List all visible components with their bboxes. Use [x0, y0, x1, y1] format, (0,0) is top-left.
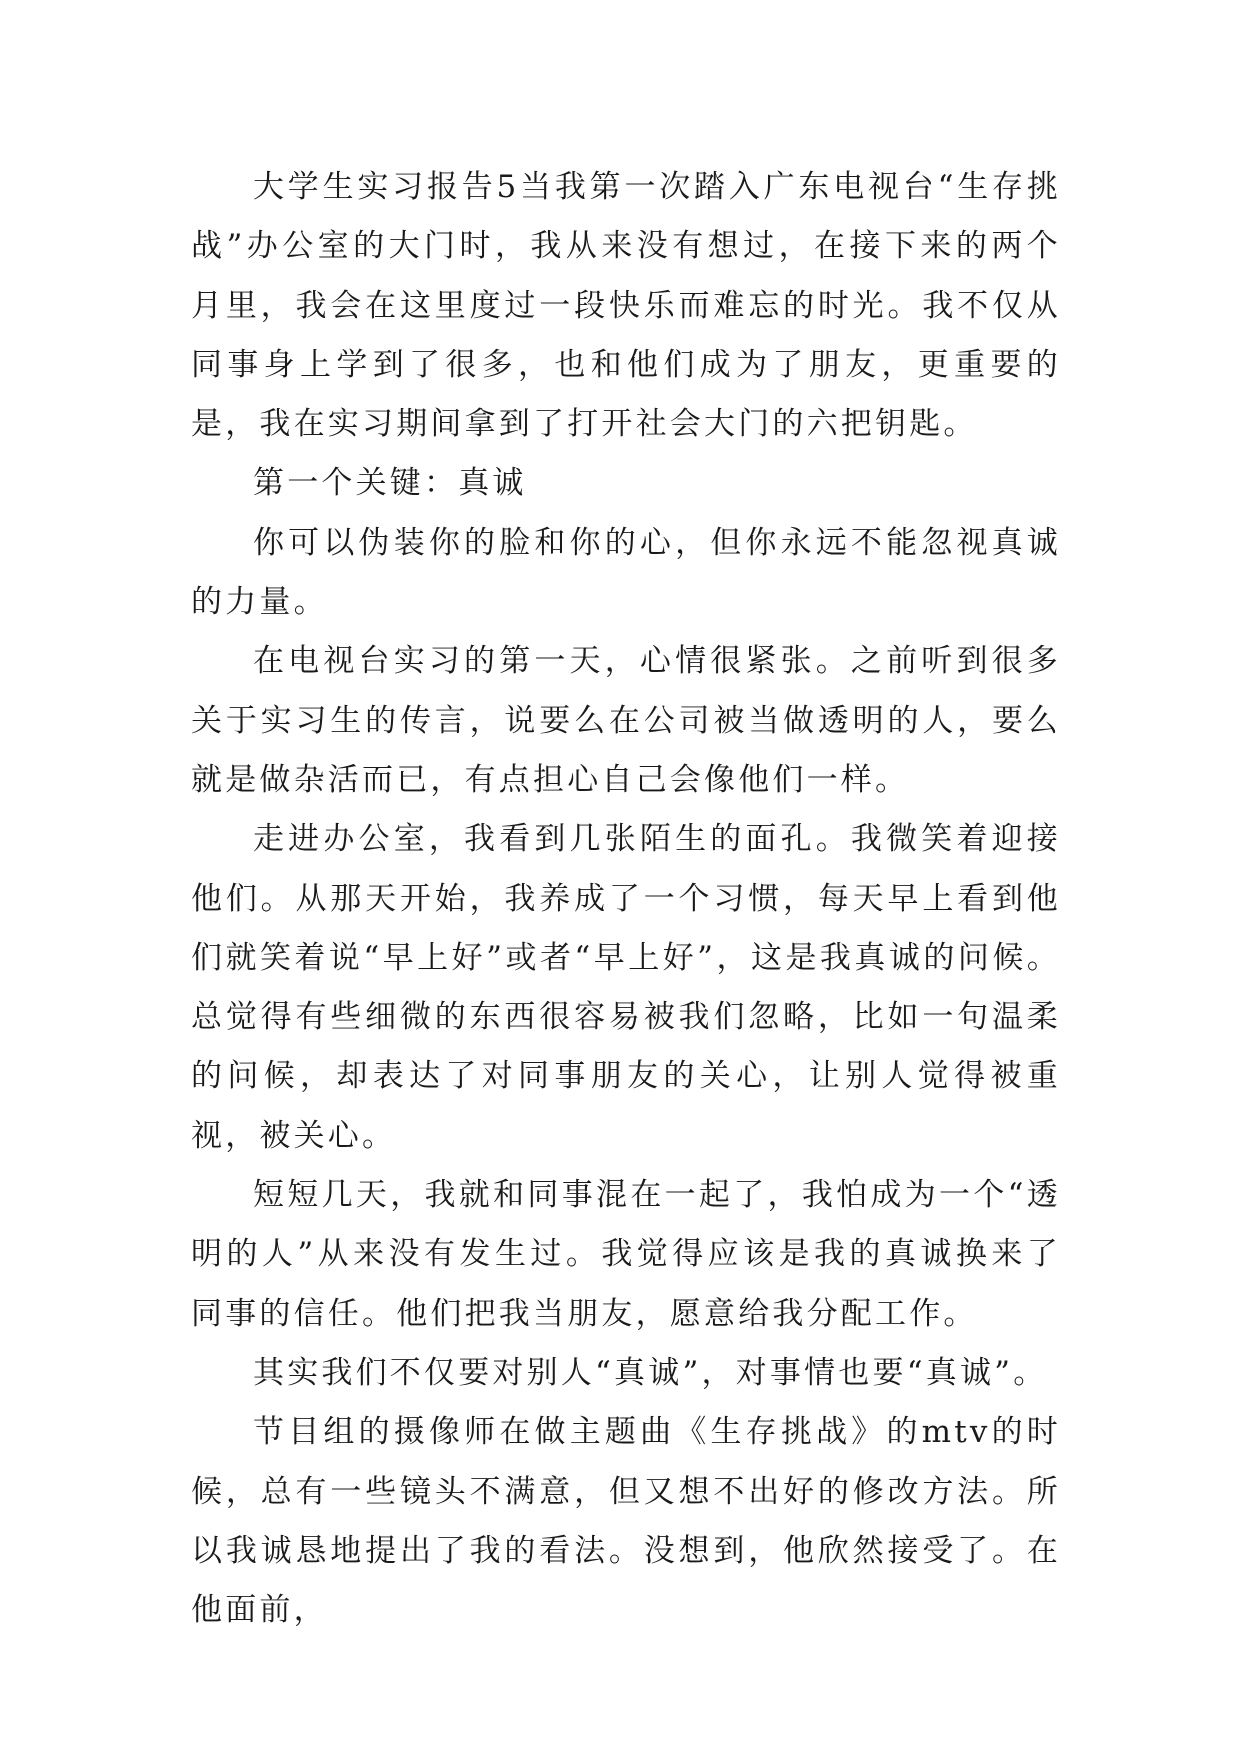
paragraph-quote: 你可以伪装你的脸和你的心，但你永远不能忽视真诚的力量。	[191, 524, 1061, 621]
paragraph-sincere-things: 其实我们不仅要对别人“真诚”，对事情也要“真诚”。	[253, 1354, 1048, 1391]
section-heading-sincerity: 第一个关键：真诚	[253, 465, 527, 502]
paragraph-intro: 大学生实习报告5当我第一次踏入广东电视台“生存挑战”办公室的大门时，我从来没有想过，在接下来的两个月里，我会在这里度过一段快乐而难忘的时光。我不仅从同事身上学到了很多，也和他们成为了朋友，更重要的是，我在实习期间拿到了打开社会大门的六把钥匙。	[191, 169, 1061, 443]
document-body	[191, 158, 1061, 1640]
paragraph-office: 走进办公室，我看到几张陌生的面孔。我微笑着迎接他们。从那天开始，我养成了一个习惯，每天早上看到他们就笑着说“早上好”或者“早上好”，这是我真诚的问候。总觉得有些细微的东西很容易被我们忽略，比如一句温柔的问候，却表达了对同事朋友的关心，让别人觉得被重视，被关心。	[191, 821, 1061, 1154]
paragraph-few-days: 短短几天，我就和同事混在一起了，我怕成为一个“透明的人”从来没有发生过。我觉得应该是我的真诚换来了同事的信任。他们把我当朋友，愿意给我分配工作。	[191, 1177, 1061, 1332]
paragraph-first-day: 在电视台实习的第一天，心情很紧张。之前听到很多关于实习生的传言，说要么在公司被当做透明的人，要么就是做杂活而已，有点担心自己会像他们一样。	[191, 643, 1061, 798]
paragraph-cameraman: 节目组的摄像师在做主题曲《生存挑战》的mtv的时候，总有一些镜头不满意，但又想不出好的修改方法。所以我诚恳地提出了我的看法。没想到，他欣然接受了。在他面前，	[191, 1414, 1061, 1629]
